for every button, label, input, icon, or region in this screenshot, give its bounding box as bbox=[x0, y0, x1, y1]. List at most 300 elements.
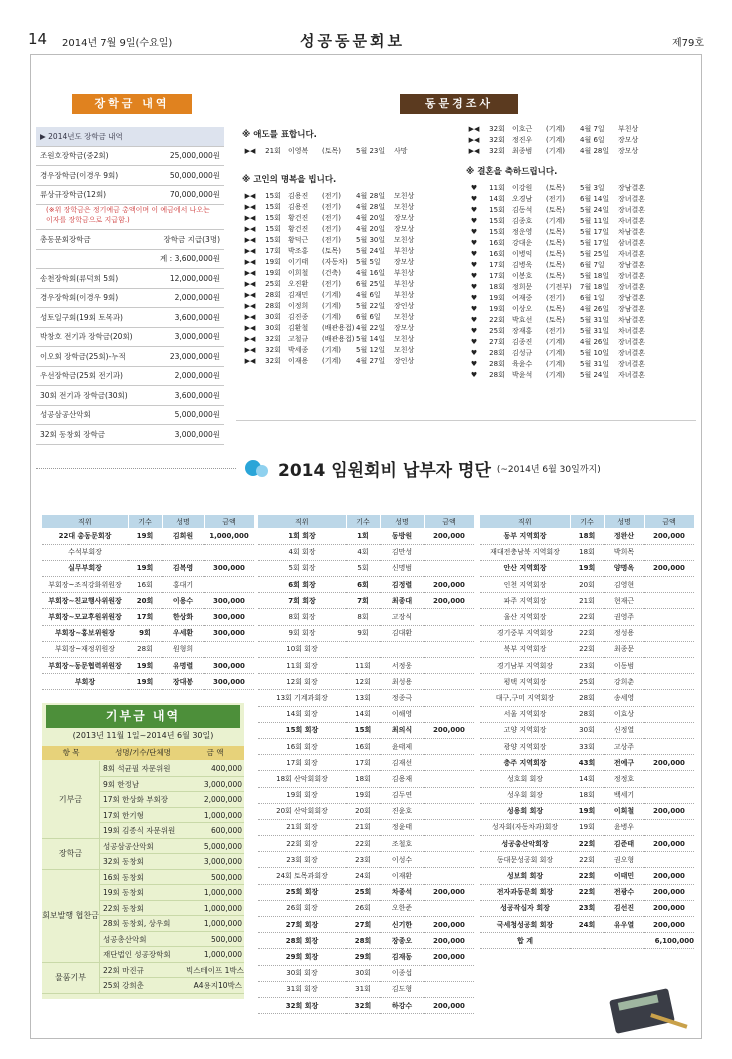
wedding-row bbox=[466, 348, 694, 359]
donor-name: 22회 마진규 bbox=[103, 965, 144, 975]
wedding-row bbox=[466, 304, 694, 315]
table-cell: 부회장~친교행사위원장 bbox=[42, 593, 128, 609]
wedding-row bbox=[466, 194, 694, 205]
donation-amount: 3,000,000 bbox=[203, 857, 242, 866]
news-cell: (토목) bbox=[322, 247, 341, 255]
table-cell: 6회 bbox=[346, 577, 380, 593]
scholarship-row bbox=[36, 425, 224, 445]
news-cell: ♥ bbox=[470, 338, 478, 346]
table-cell: 이성수 bbox=[380, 852, 424, 868]
table-cell: 19회 bbox=[128, 560, 162, 576]
officer-table-2 bbox=[258, 515, 475, 1014]
condolence-row bbox=[242, 323, 457, 334]
table-header-cell: 성명 bbox=[162, 515, 204, 528]
news-cell: 19회 bbox=[489, 305, 505, 313]
news-cell: ♥ bbox=[470, 261, 478, 269]
news-cell: ♥ bbox=[470, 360, 478, 368]
table-cell: 유우열 bbox=[604, 917, 644, 933]
table-cell bbox=[204, 641, 254, 657]
news-cell: (토목) bbox=[546, 184, 565, 192]
table-cell: 300,000 bbox=[204, 658, 254, 674]
news-cell: 5월 11일 bbox=[580, 217, 610, 225]
news-cell: ▶◀ bbox=[244, 291, 256, 299]
news-cell: ♥ bbox=[470, 349, 478, 357]
issue-number: 제79호 bbox=[671, 38, 704, 49]
publication-title: 성공동문회보 bbox=[300, 32, 405, 50]
news-cell: 장남결혼 bbox=[618, 184, 646, 192]
table-cell: 김선진 bbox=[604, 900, 644, 916]
bubble-icon bbox=[244, 455, 270, 481]
wedding-row bbox=[466, 205, 694, 216]
table-cell: 전예구 bbox=[604, 755, 644, 771]
table-row bbox=[480, 836, 694, 852]
donation-amount: 1,000,000 bbox=[203, 810, 242, 820]
news-cell: 17회 bbox=[265, 247, 281, 255]
table-cell: 13회 기계과회장 bbox=[258, 690, 346, 706]
table-cell: 실무부회장 bbox=[42, 560, 128, 576]
table-cell: 울산 지역회장 bbox=[480, 609, 570, 625]
table-cell: 20회 bbox=[346, 803, 380, 819]
news-cell: 5월 31일 bbox=[580, 316, 610, 324]
news-cell: ♥ bbox=[470, 228, 478, 236]
scholarship-amount: 25,000,000원 bbox=[169, 151, 220, 161]
table-cell: 고장식 bbox=[380, 609, 424, 625]
table-cell bbox=[424, 836, 474, 852]
news-cell: (전기) bbox=[322, 225, 341, 233]
news-cell: 32회 bbox=[265, 335, 281, 343]
table-cell bbox=[644, 544, 694, 560]
news-cell: 11회 bbox=[489, 184, 505, 192]
table-row bbox=[42, 560, 254, 576]
news-cell: 32회 bbox=[489, 136, 505, 144]
table-cell: 현재근 bbox=[604, 593, 644, 609]
table-header-row bbox=[480, 515, 694, 528]
news-cell: (기계) bbox=[322, 357, 341, 365]
scholarship-name: 조원호장학금(중2회) bbox=[40, 151, 109, 161]
news-cell: 22회 bbox=[489, 316, 505, 324]
table-cell bbox=[644, 609, 694, 625]
news-cell: ▶◀ bbox=[468, 147, 480, 155]
table-cell bbox=[644, 787, 694, 803]
news-cell: 박윤석 bbox=[512, 371, 533, 379]
table-row bbox=[42, 674, 254, 690]
news-cell: 6월 25일 bbox=[356, 280, 386, 288]
table-cell: 정성용 bbox=[604, 625, 644, 641]
news-cell: 자녀결혼 bbox=[618, 371, 646, 379]
table-cell: 강희춘 bbox=[604, 674, 644, 690]
table-cell bbox=[424, 771, 474, 787]
table-cell: 25회 bbox=[570, 674, 604, 690]
table-cell: 200,000 bbox=[644, 884, 694, 900]
condolence-row bbox=[242, 290, 457, 301]
news-cell: (전기) bbox=[322, 280, 341, 288]
news-cell: 박효선 bbox=[512, 316, 533, 324]
table-cell: 31회 bbox=[346, 981, 380, 997]
table-row bbox=[480, 658, 694, 674]
table-cell bbox=[424, 803, 474, 819]
table-cell: 최성용 bbox=[380, 674, 424, 690]
news-cell: 이강원 bbox=[512, 184, 533, 192]
table-cell: 김용재 bbox=[380, 771, 424, 787]
table-row bbox=[258, 771, 474, 787]
table-cell: 동부 지역회장 bbox=[480, 528, 570, 544]
wedding-row bbox=[466, 271, 694, 282]
table-row bbox=[480, 706, 694, 722]
scholarship-row bbox=[36, 230, 224, 250]
table-cell: 5회 회장 bbox=[258, 560, 346, 576]
donation-title: 기부금 내역 bbox=[46, 705, 240, 728]
news-cell: 28회 bbox=[489, 360, 505, 368]
scholarship-row bbox=[36, 386, 224, 406]
news-cell: 김동석 bbox=[512, 206, 533, 214]
donor-name: 9회 한정남 bbox=[103, 779, 140, 789]
table-cell: 송세영 bbox=[604, 690, 644, 706]
news-cell: 정운영 bbox=[512, 228, 533, 236]
news-cell: (토목) bbox=[322, 147, 341, 155]
donation-category: 회보발행 협찬금 bbox=[42, 870, 100, 963]
news-cell: 김재민 bbox=[288, 291, 309, 299]
table-cell: 차종석 bbox=[380, 884, 424, 900]
scholarship-amount: 3,000,000원 bbox=[174, 332, 220, 342]
table-cell: 17회 회장 bbox=[258, 755, 346, 771]
table-row bbox=[480, 577, 694, 593]
table-header-cell: 성명 bbox=[380, 515, 424, 528]
table-cell: 28회 회장 bbox=[258, 933, 346, 949]
scholarship-year: ▶ 2014년도 장학금 내역 bbox=[36, 127, 224, 147]
table-cell: 신정열 bbox=[604, 722, 644, 738]
table-cell: 14회 bbox=[346, 706, 380, 722]
news-cell: 32회 bbox=[265, 346, 281, 354]
news-cell: 박세종 bbox=[288, 346, 309, 354]
news-cell: ♥ bbox=[470, 206, 478, 214]
table-cell: 원형희 bbox=[162, 641, 204, 657]
scholarship-name: 32회 동창회 장학금 bbox=[40, 429, 106, 439]
condolence-row bbox=[466, 135, 694, 146]
table-cell bbox=[424, 965, 474, 981]
news-cell: 김진종 bbox=[288, 313, 309, 321]
donation-amount: 500,000 bbox=[210, 872, 242, 882]
donor-name: 25회 강희춘 bbox=[103, 981, 144, 990]
condolence-row bbox=[242, 279, 457, 290]
news-cell: 장모상 bbox=[394, 214, 415, 222]
news-cell: 14회 bbox=[489, 195, 505, 203]
donation-amount: 400,000 bbox=[210, 764, 242, 773]
table-cell bbox=[424, 544, 474, 560]
news-cell: 부친상 bbox=[618, 125, 639, 133]
table-cell: 24회 bbox=[570, 917, 604, 933]
table-cell: 김도형 bbox=[380, 981, 424, 997]
table-cell: 21회 bbox=[570, 593, 604, 609]
table-cell: 부회장~동문협력위원장 bbox=[42, 658, 128, 674]
table-cell: 유명렬 bbox=[162, 658, 204, 674]
table-row bbox=[258, 658, 474, 674]
table-cell bbox=[424, 738, 474, 754]
table-cell: 200,000 bbox=[424, 997, 474, 1013]
table-cell: 고양 지역회장 bbox=[480, 722, 570, 738]
news-cell: ▶◀ bbox=[244, 203, 256, 211]
table-cell: 10회 회장 bbox=[258, 641, 346, 657]
donation-row bbox=[100, 761, 244, 777]
table-row bbox=[480, 609, 694, 625]
table-cell: 22회 bbox=[346, 836, 380, 852]
news-cell: 이호근 bbox=[512, 125, 533, 133]
wedding-row bbox=[466, 216, 694, 227]
table-row bbox=[258, 528, 474, 544]
news-cell: (기계) bbox=[546, 360, 565, 368]
news-cell: 장남결혼 bbox=[618, 305, 646, 313]
news-cell: 4월 28일 bbox=[356, 192, 386, 200]
table-row bbox=[480, 900, 694, 916]
officer-table-3 bbox=[480, 515, 695, 949]
table-cell: 홍대기 bbox=[162, 577, 204, 593]
table-row bbox=[42, 609, 254, 625]
news-cell: 장인상 bbox=[394, 302, 415, 310]
table-cell: 장종오 bbox=[380, 933, 424, 949]
donor-name: 32회 동창회 bbox=[103, 857, 144, 866]
scholarship-row bbox=[36, 289, 224, 309]
table-row bbox=[258, 722, 474, 738]
news-cell: ♥ bbox=[470, 327, 478, 335]
news-cell: ▶◀ bbox=[244, 258, 256, 266]
donation-amount: 1,000,000 bbox=[203, 919, 242, 928]
table-cell: 29회 회장 bbox=[258, 949, 346, 965]
table-cell: 합 계 bbox=[480, 933, 570, 949]
table-cell: 5회 bbox=[346, 560, 380, 576]
donor-name: 17회 한상화 부회장 bbox=[103, 795, 169, 804]
table-cell bbox=[204, 577, 254, 593]
scholarship-row bbox=[36, 328, 224, 348]
news-cell: 4월 6일 bbox=[580, 136, 605, 144]
table-cell: 윤병우 bbox=[604, 819, 644, 835]
table-cell: 김재동 bbox=[380, 949, 424, 965]
table-cell: 32회 회장 bbox=[258, 997, 346, 1013]
table-cell bbox=[604, 933, 644, 949]
condolence-row bbox=[242, 345, 457, 356]
news-cell: 4월 20일 bbox=[356, 214, 386, 222]
news-cell: (기계) bbox=[546, 136, 565, 144]
table-row bbox=[258, 884, 474, 900]
table-cell: 1회 bbox=[346, 528, 380, 544]
scholarship-row bbox=[36, 147, 224, 167]
donation-row bbox=[100, 808, 244, 824]
table-cell: 최의식 bbox=[380, 722, 424, 738]
wedding-row bbox=[466, 337, 694, 348]
table-cell: 이해영 bbox=[380, 706, 424, 722]
table-row bbox=[480, 544, 694, 560]
table-row bbox=[258, 609, 474, 625]
news-cell: 5월 24일 bbox=[580, 206, 610, 214]
news-cell: 모친상 bbox=[394, 335, 415, 343]
news-cell: 강대운 bbox=[512, 239, 533, 247]
news-cell: 모친상 bbox=[394, 203, 415, 211]
condolence-row bbox=[242, 146, 457, 157]
table-cell: 22회 bbox=[570, 884, 604, 900]
news-cell: ▶◀ bbox=[244, 247, 256, 255]
donation-row bbox=[100, 901, 244, 917]
table-cell: 24회 bbox=[346, 868, 380, 884]
table-cell: 부회장~조직강화위원장 bbox=[42, 577, 128, 593]
wedding-row bbox=[466, 315, 694, 326]
donor-name: 17회 한기형 bbox=[103, 810, 144, 820]
table-cell: 300,000 bbox=[204, 625, 254, 641]
news-cell: ▶◀ bbox=[468, 136, 480, 144]
table-cell: 윤태제 bbox=[380, 738, 424, 754]
table-cell: 부회장~모교후원위원장 bbox=[42, 609, 128, 625]
donation-row bbox=[100, 839, 244, 855]
condolence-row bbox=[242, 246, 457, 257]
news-cell: ▶◀ bbox=[244, 324, 256, 332]
news-cell: ▶◀ bbox=[244, 214, 256, 222]
table-cell: 7회 회장 bbox=[258, 593, 346, 609]
table-cell bbox=[424, 674, 474, 690]
news-cell: 19회 bbox=[489, 294, 505, 302]
news-cell: 30회 bbox=[265, 324, 281, 332]
news-cell: 4월 28일 bbox=[580, 147, 610, 155]
news-cell: 4월 20일 bbox=[356, 225, 386, 233]
news-cell: (기전부) bbox=[546, 283, 572, 291]
table-cell: 23회 bbox=[570, 900, 604, 916]
table-cell: 200,000 bbox=[644, 836, 694, 852]
table-cell: 권영주 bbox=[604, 609, 644, 625]
news-cell: 정희문 bbox=[512, 283, 533, 291]
table-cell: 9회 bbox=[346, 625, 380, 641]
table-cell: 우세환 bbox=[162, 625, 204, 641]
scholarship-amount: 3,600,000원 bbox=[174, 390, 220, 400]
table-cell: 29회 bbox=[346, 949, 380, 965]
scholarship-row bbox=[36, 406, 224, 426]
news-cell: 장모상 bbox=[394, 225, 415, 233]
news-cell: 박조홍 bbox=[288, 247, 309, 255]
scholarship-note: 이자를 장학금으로 지급함.) bbox=[36, 215, 224, 230]
news-cell: 사망 bbox=[394, 147, 408, 155]
wedding-row bbox=[466, 260, 694, 271]
table-cell: 32회 bbox=[346, 997, 380, 1013]
news-cell: (토목) bbox=[546, 239, 565, 247]
table-row bbox=[258, 706, 474, 722]
donor-name: 8회 석균필 자문위원 bbox=[103, 764, 171, 773]
news-cell: 김종호 bbox=[512, 217, 533, 225]
table-cell: 26회 bbox=[346, 900, 380, 916]
news-cell: (기계) bbox=[546, 217, 565, 225]
table-cell: 200,000 bbox=[644, 868, 694, 884]
donation-row bbox=[100, 963, 244, 979]
news-cell: 27회 bbox=[489, 338, 505, 346]
table-cell bbox=[424, 900, 474, 916]
news-cell: (전기) bbox=[546, 294, 565, 302]
news-cell: 오경남 bbox=[512, 195, 533, 203]
news-cell: 21회 bbox=[265, 147, 281, 155]
news-cell: 32회 bbox=[265, 357, 281, 365]
scholarship-name: 성공삼공산악회 bbox=[40, 410, 91, 420]
news-cell: (기계) bbox=[322, 313, 341, 321]
scholarship-name: 송천장학회(류덕희 5회) bbox=[40, 273, 119, 283]
news-cell: ▶◀ bbox=[244, 269, 256, 277]
table-cell: 성우회 회장 bbox=[480, 787, 570, 803]
table-cell: 200,000 bbox=[644, 803, 694, 819]
table-cell: 28회 bbox=[570, 706, 604, 722]
donation-amount: 1,000,000 bbox=[203, 888, 242, 897]
table-row bbox=[258, 560, 474, 576]
table-cell bbox=[424, 868, 474, 884]
table-row bbox=[480, 593, 694, 609]
table-cell: 30회 bbox=[570, 722, 604, 738]
table-cell: 19회 bbox=[128, 528, 162, 544]
news-cell: 15회 bbox=[265, 203, 281, 211]
table-row bbox=[480, 771, 694, 787]
news-cell: (전기) bbox=[322, 192, 341, 200]
table-cell: 파주 지역회장 bbox=[480, 593, 570, 609]
news-cell: (토목) bbox=[546, 305, 565, 313]
table-row bbox=[480, 738, 694, 754]
news-cell: 4월 26일 bbox=[580, 338, 610, 346]
table-cell: 28회 bbox=[128, 641, 162, 657]
table-cell bbox=[644, 722, 694, 738]
wedding-column bbox=[466, 124, 694, 381]
news-cell: 5월 18일 bbox=[580, 272, 610, 280]
table-cell: 19회 bbox=[570, 803, 604, 819]
news-cell: 장남결혼 bbox=[618, 261, 646, 269]
condolence-row bbox=[242, 213, 457, 224]
table-cell: 19회 bbox=[128, 674, 162, 690]
table-cell: 인천 지역회장 bbox=[480, 577, 570, 593]
news-cell: 4월 28일 bbox=[356, 203, 386, 211]
news-cell: 장녀결혼 bbox=[618, 272, 646, 280]
table-row bbox=[480, 787, 694, 803]
news-cell: 5월 17일 bbox=[580, 228, 610, 236]
page-header bbox=[0, 0, 732, 54]
condolence-row bbox=[242, 257, 457, 268]
table-cell bbox=[644, 658, 694, 674]
condolence-row bbox=[466, 124, 694, 135]
table-row bbox=[258, 981, 474, 997]
news-cell: (자동차) bbox=[322, 258, 348, 266]
table-row bbox=[480, 674, 694, 690]
table-cell: 성공작심자 회장 bbox=[480, 900, 570, 916]
table-cell: 200,000 bbox=[644, 755, 694, 771]
table-cell: 200,000 bbox=[644, 528, 694, 544]
table-cell: 300,000 bbox=[204, 674, 254, 690]
news-cell: 모친상 bbox=[394, 313, 415, 321]
news-cell: 5월 25일 bbox=[580, 250, 610, 258]
table-cell: 14회 회장 bbox=[258, 706, 346, 722]
news-cell: (토목) bbox=[546, 206, 565, 214]
section-title: ※ 애도를 표합니다. bbox=[242, 130, 317, 140]
banner-subtitle: (~2014년 6월 30일까지) bbox=[496, 464, 601, 475]
news-cell: 30회 bbox=[265, 313, 281, 321]
table-cell bbox=[424, 755, 474, 771]
table-header-cell: 기수 bbox=[346, 515, 380, 528]
table-cell: 김영현 bbox=[604, 577, 644, 593]
news-cell: (전기) bbox=[322, 203, 341, 211]
table-cell: 신명범 bbox=[380, 560, 424, 576]
table-cell: 12회 회장 bbox=[258, 674, 346, 690]
news-cell: 5월 22일 bbox=[356, 302, 386, 310]
table-cell bbox=[644, 625, 694, 641]
table-cell: 18회 bbox=[570, 787, 604, 803]
table-cell: 백세기 bbox=[604, 787, 644, 803]
table-cell bbox=[644, 577, 694, 593]
news-cell: 4월 26일 bbox=[580, 305, 610, 313]
table-cell: 성호회 회장 bbox=[480, 771, 570, 787]
news-cell: (기계) bbox=[322, 291, 341, 299]
table-row bbox=[258, 868, 474, 884]
table-cell: 성용회 회장 bbox=[480, 803, 570, 819]
wedding-row bbox=[466, 359, 694, 370]
table-cell: 16회 회장 bbox=[258, 738, 346, 754]
table-cell: 200,000 bbox=[424, 528, 474, 544]
scholarship-row bbox=[36, 347, 224, 367]
news-cell: 15회 bbox=[265, 225, 281, 233]
